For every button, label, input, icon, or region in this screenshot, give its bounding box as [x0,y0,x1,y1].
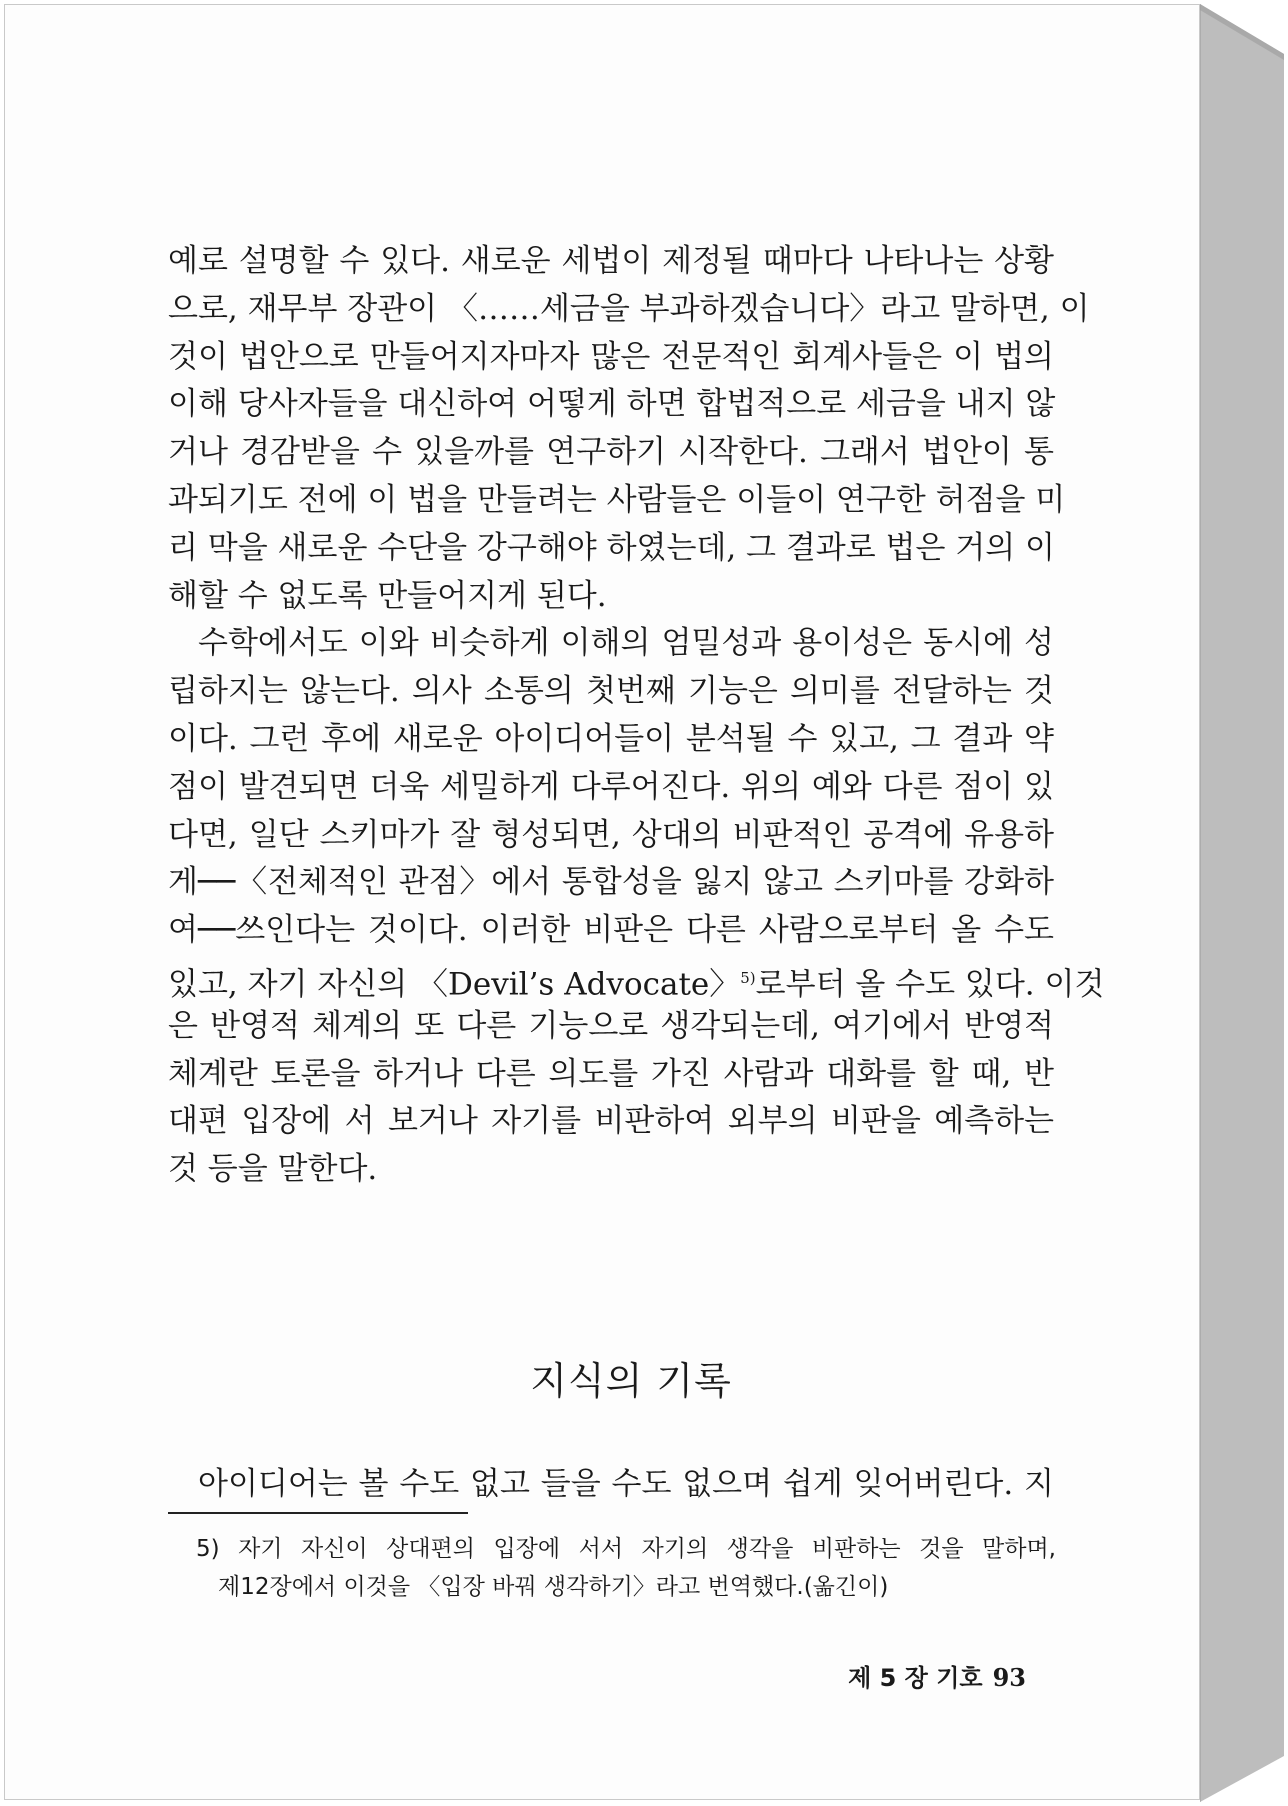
text-line: 이다. 그런 후에 새로운 아이디어들이 분석될 수 있고, 그 결과 약 [168,720,1054,757]
text-line: 해할 수 없도록 만들어지게 된다. [168,577,607,614]
page-number: 93 [992,1663,1026,1692]
text-line: 립하지는 않는다. 의사 소통의 첫번째 기능은 의미를 전달하는 것 [168,673,1054,710]
text-line: 점이 발견되면 더욱 세밀하게 다루어진다. 위의 예와 다른 점이 있 [168,768,1054,805]
text-line: 게──〈전체적인 관점〉에서 통합성을 잃지 않고 스키마를 강화하 [168,864,1054,901]
text-line: 것 등을 말한다. [168,1151,378,1188]
paragraph-start-line: 수학에서도 이와 비슷하게 이해의 엄밀성과 용이성은 동시에 성 [198,625,1054,662]
footnote-divider [168,1512,468,1514]
text-line: 거나 경감받을 수 있을까를 연구하기 시작한다. 그래서 법안이 통 [168,434,1054,471]
section-heading: 지식의 기록 [530,1359,732,1403]
footnote-marker: 5) [740,968,756,987]
text-line: 으로, 재무부 장관이 〈……세금을 부과하겠습니다〉라고 말하면, 이 [168,290,1090,327]
main-text-block [168,238,1105,1194]
text-segment: 로부터 올 수도 있다. 이것 [755,966,1105,1003]
footnote-line: 5) 자기 자신이 상대편의 입장에 서서 자기의 생각을 비판하는 것을 말하며, [196,1536,1056,1562]
footnote-line: 제12장에서 이것을 〈입장 바꿔 생각하기〉라고 번역했다.(옮긴이) [218,1574,889,1600]
text-line: 과되기도 전에 이 법을 만들려는 사람들은 이들이 연구한 허점을 미 [168,481,1066,518]
chapter-label: 제 5 장 기호 [848,1664,983,1692]
page-footer [848,1658,1026,1693]
text-line: 은 반영적 체계의 또 다른 기능으로 생각되는데, 여기에서 반영적 [168,1007,1054,1044]
text-line: 리 막을 새로운 수단을 강구해야 하였는데, 그 결과로 법은 거의 이 [168,529,1055,566]
text-line: 이해 당사자들을 대신하여 어떻게 하면 합법적으로 세금을 내지 않 [168,386,1056,423]
section-first-line: 아이디어는 볼 수도 없고 들을 수도 없으며 쉽게 잊어버린다. 지 [198,1466,1054,1502]
text-line: 대편 입장에 서 보거나 자기를 비판하여 외부의 비판을 예측하는 [168,1103,1054,1140]
text-line: 예로 설명할 수 있다. 새로운 세법이 제정될 때마다 나타나는 상황 [168,243,1054,279]
text-line-with-footnote [168,955,1105,1003]
footnote [196,1530,1056,1606]
text-line: 것이 법안으로 만들어지자마자 많은 전문적인 회계사들은 이 법의 [168,338,1054,375]
text-line: 다면, 일단 스키마가 잘 형성되면, 상대의 비판적인 공격에 유용하 [168,816,1054,853]
text-segment: 있고, 자기 자신의 〈Devil’s Advocate〉 [168,966,741,1003]
text-line: 체계란 토론을 하거나 다른 의도를 가진 사람과 대화를 할 때, 반 [168,1055,1054,1092]
text-line: 여──쓰인다는 것이다. 이러한 비판은 다른 사람으로부터 올 수도 [168,912,1054,949]
book-edge-graphic [1200,0,1284,1806]
